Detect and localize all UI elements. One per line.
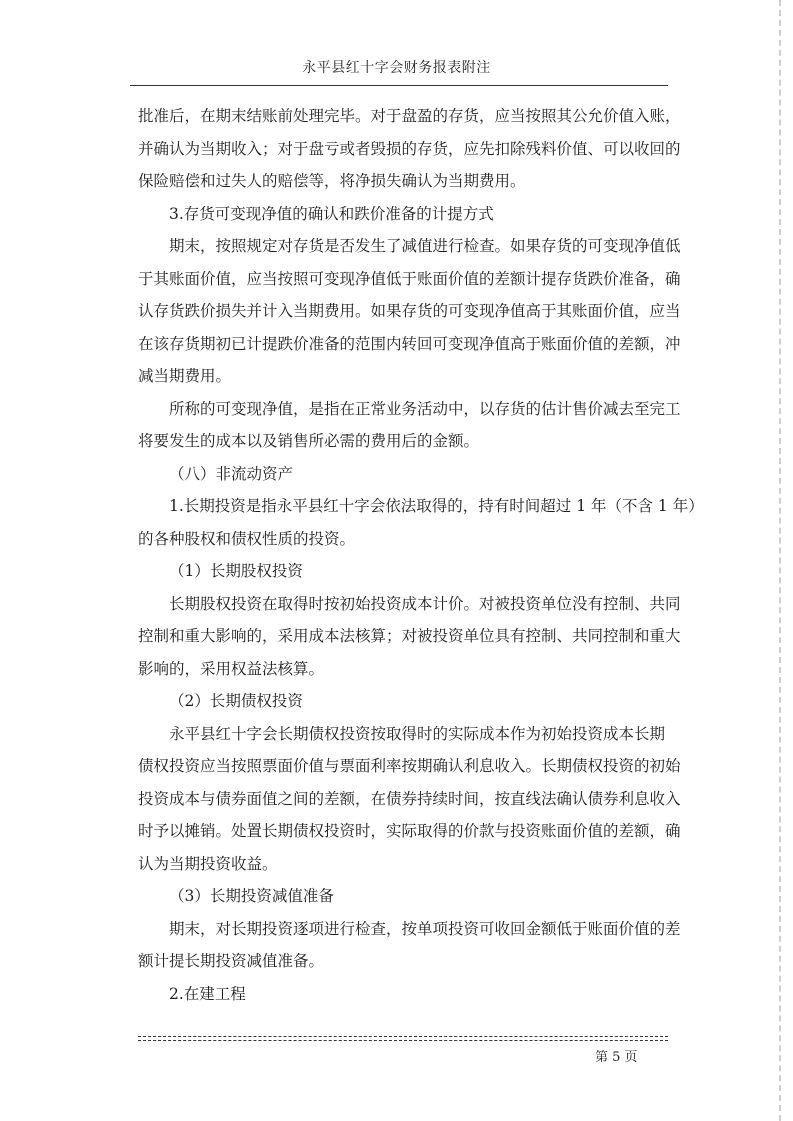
- text-line: 债权投资应当按照票面价值与票面利率按期确认利息收入。长期债权投资的初始: [138, 757, 681, 775]
- text-line: 期末，对长期投资逐项进行检查，按单项投资可收回金额低于账面价值的差: [169, 919, 681, 938]
- text-line: 时予以摊销。处置长期债权投资时，实际取得的价款与投资账面价值的差额，确: [138, 822, 681, 840]
- text-line: 认存货跌价损失并计入当期费用。如果存货的可变现净值高于其账面价值，应当: [138, 302, 681, 320]
- section-heading: 3.存货可变现净值的确认和跌价准备的计提方式: [169, 204, 494, 223]
- body-text: [138, 100, 704, 1010]
- text-line: 控制和重大影响的，采用成本法核算；对被投资单位具有控制、共同控制和重大: [138, 627, 681, 645]
- text-line: 将要发生的成本以及销售所必需的费用后的金额。: [138, 432, 480, 450]
- text-line: 额计提长期投资减值准备。: [138, 952, 325, 970]
- page-number: 第 5 页: [595, 1050, 638, 1065]
- text-line: 期末，按照规定对存货是否发生了减值进行检查。如果存货的可变现净值低: [169, 237, 681, 255]
- text-line: 长期股权投资在取得时按初始投资成本计价。对被投资单位没有控制、共同: [169, 594, 681, 613]
- footer-rule: [138, 1036, 668, 1037]
- page-header-title: 永平县红十字会财务报表附注: [302, 60, 491, 76]
- text-line: 减当期费用。: [138, 367, 232, 385]
- text-line: 于其账面价值，应当按照可变现净值低于账面价值的差额计提存货跌价准备，确: [138, 269, 681, 288]
- text-line: 批准后，在期末结账前处理完毕。对于盘盈的存货，应当按照其公允价值入账，: [138, 107, 681, 125]
- section-heading: （2）长期债权投资: [169, 692, 303, 710]
- text-line: 认为当期投资收益。: [138, 854, 278, 873]
- text-line: 永平县红十字会长期债权投资按取得时的实际成本作为初始投资成本长期: [169, 724, 666, 743]
- text-line: 所称的可变现净值，是指在正常业务活动中，以存货的估计售价减去至完工: [169, 399, 681, 418]
- text-line: 1.长期投资是指永平县红十字会依法取得的，持有时间超过 1 年（不含 1 年）: [169, 497, 704, 515]
- text-line: 影响的，采用权益法核算。: [138, 659, 325, 678]
- scan-edge-mark: [779, 0, 781, 1121]
- text-line: 投资成本与债券面值之间的差额，在债券持续时间，按直线法确认债券利息收入: [138, 789, 681, 808]
- section-heading: 2.在建工程: [169, 984, 246, 1003]
- header-rule: [130, 85, 668, 86]
- text-line: 的各种股权和债权性质的投资。: [138, 529, 356, 548]
- text-line: 在该存货期初已计提跌价准备的范围内转回可变现净值高于账面价值的差额，冲: [138, 334, 681, 353]
- section-heading: （八）非流动资产: [169, 464, 294, 483]
- text-line: 并确认为当期收入；对于盘亏或者毁损的存货，应先扣除残料价值、可以收回的: [138, 139, 681, 158]
- text-line: 保险赔偿和过失人的赔偿等，将净损失确认为当期费用。: [138, 172, 526, 190]
- footer-rule-secondary: [138, 1040, 668, 1041]
- section-heading: （3）长期投资减值准备: [169, 887, 334, 905]
- section-heading: （1）长期股权投资: [169, 562, 303, 580]
